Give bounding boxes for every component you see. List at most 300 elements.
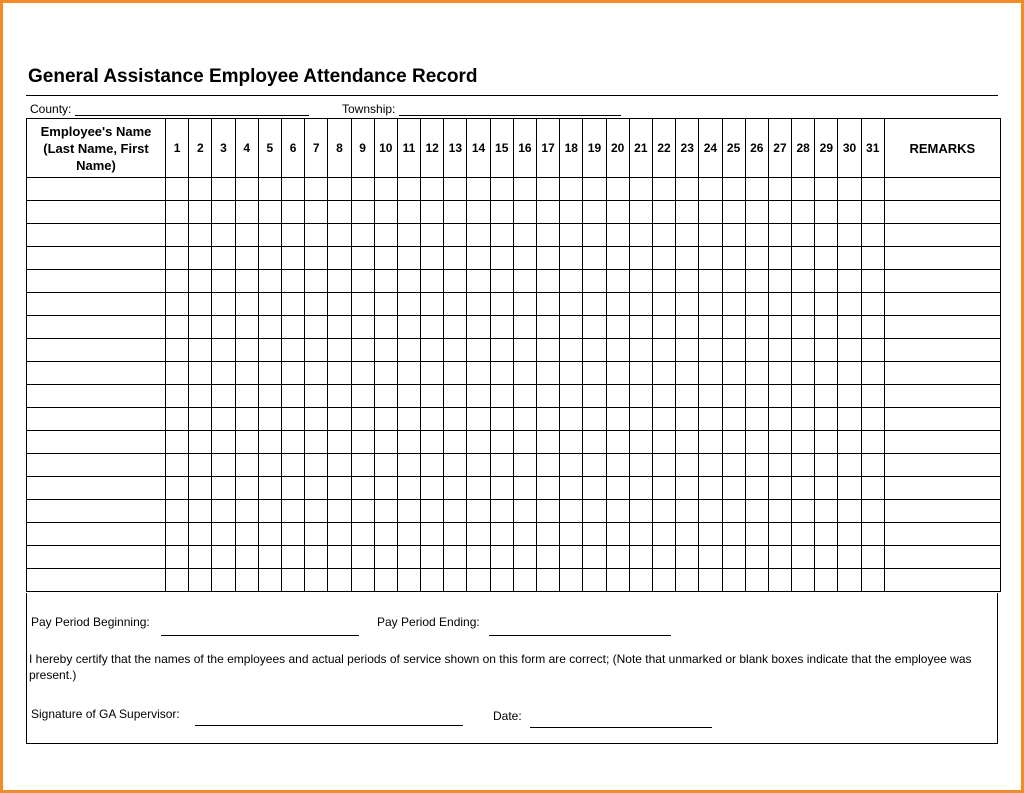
day-cell[interactable] xyxy=(699,224,722,247)
day-cell[interactable] xyxy=(281,339,304,362)
remarks-cell[interactable] xyxy=(884,293,1000,316)
day-cell[interactable] xyxy=(722,316,745,339)
day-cell[interactable] xyxy=(490,500,513,523)
day-cell[interactable] xyxy=(606,477,629,500)
day-cell[interactable] xyxy=(861,523,884,546)
day-cell[interactable] xyxy=(444,316,467,339)
day-cell[interactable] xyxy=(652,385,675,408)
day-cell[interactable] xyxy=(722,477,745,500)
day-cell[interactable] xyxy=(676,408,699,431)
day-cell[interactable] xyxy=(444,477,467,500)
day-cell[interactable] xyxy=(444,546,467,569)
day-cell[interactable] xyxy=(583,477,606,500)
day-cell[interactable] xyxy=(490,224,513,247)
day-cell[interactable] xyxy=(258,477,281,500)
day-cell[interactable] xyxy=(467,500,490,523)
day-cell[interactable] xyxy=(606,178,629,201)
day-cell[interactable] xyxy=(305,178,328,201)
day-cell[interactable] xyxy=(537,385,560,408)
day-cell[interactable] xyxy=(467,362,490,385)
day-cell[interactable] xyxy=(537,408,560,431)
day-cell[interactable] xyxy=(166,270,189,293)
day-cell[interactable] xyxy=(792,178,815,201)
employee-name-cell[interactable] xyxy=(27,477,166,500)
day-cell[interactable] xyxy=(583,454,606,477)
day-cell[interactable] xyxy=(421,178,444,201)
day-cell[interactable] xyxy=(583,500,606,523)
day-cell[interactable] xyxy=(235,316,258,339)
day-cell[interactable] xyxy=(166,546,189,569)
day-cell[interactable] xyxy=(305,408,328,431)
day-cell[interactable] xyxy=(212,431,235,454)
day-cell[interactable] xyxy=(235,339,258,362)
day-cell[interactable] xyxy=(189,316,212,339)
day-cell[interactable] xyxy=(652,362,675,385)
day-cell[interactable] xyxy=(235,293,258,316)
day-cell[interactable] xyxy=(189,454,212,477)
day-cell[interactable] xyxy=(722,454,745,477)
day-cell[interactable] xyxy=(189,408,212,431)
day-cell[interactable] xyxy=(444,178,467,201)
day-cell[interactable] xyxy=(467,339,490,362)
day-cell[interactable] xyxy=(606,316,629,339)
day-cell[interactable] xyxy=(652,224,675,247)
day-cell[interactable] xyxy=(745,546,768,569)
day-cell[interactable] xyxy=(328,477,351,500)
day-cell[interactable] xyxy=(629,454,652,477)
day-cell[interactable] xyxy=(815,293,838,316)
day-cell[interactable] xyxy=(838,224,861,247)
day-cell[interactable] xyxy=(281,178,304,201)
day-cell[interactable] xyxy=(166,454,189,477)
day-cell[interactable] xyxy=(699,247,722,270)
day-cell[interactable] xyxy=(699,362,722,385)
day-cell[interactable] xyxy=(212,477,235,500)
day-cell[interactable] xyxy=(374,316,397,339)
day-cell[interactable] xyxy=(490,362,513,385)
day-cell[interactable] xyxy=(467,293,490,316)
day-cell[interactable] xyxy=(629,224,652,247)
day-cell[interactable] xyxy=(467,431,490,454)
day-cell[interactable] xyxy=(606,270,629,293)
day-cell[interactable] xyxy=(490,178,513,201)
day-cell[interactable] xyxy=(537,178,560,201)
day-cell[interactable] xyxy=(838,270,861,293)
day-cell[interactable] xyxy=(305,270,328,293)
day-cell[interactable] xyxy=(745,385,768,408)
day-cell[interactable] xyxy=(351,431,374,454)
day-cell[interactable] xyxy=(792,270,815,293)
day-cell[interactable] xyxy=(281,224,304,247)
day-cell[interactable] xyxy=(560,454,583,477)
day-cell[interactable] xyxy=(537,224,560,247)
day-cell[interactable] xyxy=(189,247,212,270)
day-cell[interactable] xyxy=(212,201,235,224)
date-input[interactable] xyxy=(530,727,712,728)
day-cell[interactable] xyxy=(676,224,699,247)
day-cell[interactable] xyxy=(351,523,374,546)
day-cell[interactable] xyxy=(281,385,304,408)
day-cell[interactable] xyxy=(444,408,467,431)
day-cell[interactable] xyxy=(583,316,606,339)
day-cell[interactable] xyxy=(212,316,235,339)
day-cell[interactable] xyxy=(490,523,513,546)
remarks-cell[interactable] xyxy=(884,569,1000,592)
day-cell[interactable] xyxy=(861,270,884,293)
day-cell[interactable] xyxy=(374,339,397,362)
day-cell[interactable] xyxy=(513,293,536,316)
day-cell[interactable] xyxy=(212,523,235,546)
day-cell[interactable] xyxy=(792,454,815,477)
day-cell[interactable] xyxy=(861,201,884,224)
day-cell[interactable] xyxy=(166,431,189,454)
day-cell[interactable] xyxy=(467,385,490,408)
day-cell[interactable] xyxy=(792,408,815,431)
day-cell[interactable] xyxy=(699,178,722,201)
employee-name-cell[interactable] xyxy=(27,224,166,247)
day-cell[interactable] xyxy=(722,500,745,523)
day-cell[interactable] xyxy=(652,339,675,362)
day-cell[interactable] xyxy=(212,247,235,270)
day-cell[interactable] xyxy=(397,431,420,454)
day-cell[interactable] xyxy=(467,454,490,477)
day-cell[interactable] xyxy=(305,293,328,316)
day-cell[interactable] xyxy=(699,454,722,477)
day-cell[interactable] xyxy=(328,224,351,247)
day-cell[interactable] xyxy=(351,385,374,408)
day-cell[interactable] xyxy=(166,201,189,224)
day-cell[interactable] xyxy=(212,385,235,408)
day-cell[interactable] xyxy=(490,454,513,477)
remarks-cell[interactable] xyxy=(884,408,1000,431)
day-cell[interactable] xyxy=(629,500,652,523)
remarks-cell[interactable] xyxy=(884,224,1000,247)
employee-name-cell[interactable] xyxy=(27,385,166,408)
employee-name-cell[interactable] xyxy=(27,293,166,316)
day-cell[interactable] xyxy=(652,523,675,546)
day-cell[interactable] xyxy=(258,293,281,316)
day-cell[interactable] xyxy=(699,431,722,454)
day-cell[interactable] xyxy=(189,270,212,293)
day-cell[interactable] xyxy=(699,270,722,293)
day-cell[interactable] xyxy=(235,454,258,477)
day-cell[interactable] xyxy=(768,385,791,408)
day-cell[interactable] xyxy=(351,362,374,385)
day-cell[interactable] xyxy=(166,500,189,523)
day-cell[interactable] xyxy=(397,247,420,270)
day-cell[interactable] xyxy=(560,523,583,546)
day-cell[interactable] xyxy=(189,523,212,546)
day-cell[interactable] xyxy=(606,339,629,362)
employee-name-cell[interactable] xyxy=(27,523,166,546)
day-cell[interactable] xyxy=(792,546,815,569)
day-cell[interactable] xyxy=(838,201,861,224)
day-cell[interactable] xyxy=(861,546,884,569)
day-cell[interactable] xyxy=(421,316,444,339)
day-cell[interactable] xyxy=(467,178,490,201)
day-cell[interactable] xyxy=(421,270,444,293)
day-cell[interactable] xyxy=(583,270,606,293)
day-cell[interactable] xyxy=(166,569,189,592)
day-cell[interactable] xyxy=(212,500,235,523)
day-cell[interactable] xyxy=(235,270,258,293)
day-cell[interactable] xyxy=(676,270,699,293)
day-cell[interactable] xyxy=(235,431,258,454)
day-cell[interactable] xyxy=(838,569,861,592)
day-cell[interactable] xyxy=(537,477,560,500)
day-cell[interactable] xyxy=(745,293,768,316)
day-cell[interactable] xyxy=(258,270,281,293)
day-cell[interactable] xyxy=(768,270,791,293)
day-cell[interactable] xyxy=(374,431,397,454)
day-cell[interactable] xyxy=(768,362,791,385)
day-cell[interactable] xyxy=(189,569,212,592)
day-cell[interactable] xyxy=(212,339,235,362)
day-cell[interactable] xyxy=(583,431,606,454)
day-cell[interactable] xyxy=(699,316,722,339)
day-cell[interactable] xyxy=(722,523,745,546)
day-cell[interactable] xyxy=(328,270,351,293)
day-cell[interactable] xyxy=(606,385,629,408)
day-cell[interactable] xyxy=(583,546,606,569)
day-cell[interactable] xyxy=(235,523,258,546)
day-cell[interactable] xyxy=(722,431,745,454)
day-cell[interactable] xyxy=(768,293,791,316)
employee-name-cell[interactable] xyxy=(27,569,166,592)
day-cell[interactable] xyxy=(722,293,745,316)
pay-period-ending-input[interactable] xyxy=(489,635,671,636)
day-cell[interactable] xyxy=(652,569,675,592)
day-cell[interactable] xyxy=(629,362,652,385)
day-cell[interactable] xyxy=(792,201,815,224)
day-cell[interactable] xyxy=(676,293,699,316)
day-cell[interactable] xyxy=(676,431,699,454)
day-cell[interactable] xyxy=(629,316,652,339)
day-cell[interactable] xyxy=(212,569,235,592)
day-cell[interactable] xyxy=(652,454,675,477)
remarks-cell[interactable] xyxy=(884,316,1000,339)
day-cell[interactable] xyxy=(537,431,560,454)
day-cell[interactable] xyxy=(351,546,374,569)
employee-name-cell[interactable] xyxy=(27,500,166,523)
day-cell[interactable] xyxy=(768,546,791,569)
day-cell[interactable] xyxy=(235,408,258,431)
day-cell[interactable] xyxy=(815,385,838,408)
day-cell[interactable] xyxy=(328,385,351,408)
day-cell[interactable] xyxy=(676,178,699,201)
day-cell[interactable] xyxy=(305,523,328,546)
day-cell[interactable] xyxy=(281,431,304,454)
day-cell[interactable] xyxy=(467,569,490,592)
day-cell[interactable] xyxy=(513,477,536,500)
day-cell[interactable] xyxy=(629,201,652,224)
day-cell[interactable] xyxy=(583,293,606,316)
day-cell[interactable] xyxy=(606,546,629,569)
day-cell[interactable] xyxy=(652,316,675,339)
day-cell[interactable] xyxy=(583,408,606,431)
day-cell[interactable] xyxy=(560,500,583,523)
day-cell[interactable] xyxy=(838,178,861,201)
day-cell[interactable] xyxy=(235,477,258,500)
day-cell[interactable] xyxy=(421,500,444,523)
day-cell[interactable] xyxy=(815,247,838,270)
day-cell[interactable] xyxy=(374,201,397,224)
day-cell[interactable] xyxy=(374,569,397,592)
day-cell[interactable] xyxy=(560,293,583,316)
day-cell[interactable] xyxy=(513,316,536,339)
day-cell[interactable] xyxy=(235,385,258,408)
day-cell[interactable] xyxy=(513,569,536,592)
day-cell[interactable] xyxy=(815,569,838,592)
day-cell[interactable] xyxy=(745,247,768,270)
pay-period-beginning-input[interactable] xyxy=(161,635,359,636)
day-cell[interactable] xyxy=(583,178,606,201)
day-cell[interactable] xyxy=(467,224,490,247)
day-cell[interactable] xyxy=(722,270,745,293)
day-cell[interactable] xyxy=(421,385,444,408)
day-cell[interactable] xyxy=(676,569,699,592)
day-cell[interactable] xyxy=(397,454,420,477)
day-cell[interactable] xyxy=(328,201,351,224)
day-cell[interactable] xyxy=(861,408,884,431)
day-cell[interactable] xyxy=(838,316,861,339)
day-cell[interactable] xyxy=(328,569,351,592)
day-cell[interactable] xyxy=(397,270,420,293)
day-cell[interactable] xyxy=(745,477,768,500)
day-cell[interactable] xyxy=(397,546,420,569)
day-cell[interactable] xyxy=(537,270,560,293)
day-cell[interactable] xyxy=(606,569,629,592)
day-cell[interactable] xyxy=(421,224,444,247)
day-cell[interactable] xyxy=(305,546,328,569)
day-cell[interactable] xyxy=(351,293,374,316)
day-cell[interactable] xyxy=(444,431,467,454)
day-cell[interactable] xyxy=(606,431,629,454)
day-cell[interactable] xyxy=(444,247,467,270)
day-cell[interactable] xyxy=(513,270,536,293)
remarks-cell[interactable] xyxy=(884,500,1000,523)
day-cell[interactable] xyxy=(676,362,699,385)
day-cell[interactable] xyxy=(490,385,513,408)
day-cell[interactable] xyxy=(537,500,560,523)
day-cell[interactable] xyxy=(629,431,652,454)
day-cell[interactable] xyxy=(838,408,861,431)
day-cell[interactable] xyxy=(652,477,675,500)
day-cell[interactable] xyxy=(838,247,861,270)
day-cell[interactable] xyxy=(421,546,444,569)
day-cell[interactable] xyxy=(792,224,815,247)
day-cell[interactable] xyxy=(351,224,374,247)
remarks-cell[interactable] xyxy=(884,431,1000,454)
employee-name-cell[interactable] xyxy=(27,454,166,477)
day-cell[interactable] xyxy=(560,270,583,293)
day-cell[interactable] xyxy=(305,454,328,477)
day-cell[interactable] xyxy=(722,178,745,201)
day-cell[interactable] xyxy=(212,362,235,385)
day-cell[interactable] xyxy=(815,201,838,224)
day-cell[interactable] xyxy=(212,546,235,569)
day-cell[interactable] xyxy=(815,270,838,293)
day-cell[interactable] xyxy=(421,454,444,477)
day-cell[interactable] xyxy=(861,454,884,477)
day-cell[interactable] xyxy=(768,523,791,546)
remarks-cell[interactable] xyxy=(884,454,1000,477)
day-cell[interactable] xyxy=(768,247,791,270)
day-cell[interactable] xyxy=(513,224,536,247)
day-cell[interactable] xyxy=(861,316,884,339)
day-cell[interactable] xyxy=(583,339,606,362)
day-cell[interactable] xyxy=(258,178,281,201)
day-cell[interactable] xyxy=(328,523,351,546)
day-cell[interactable] xyxy=(258,431,281,454)
day-cell[interactable] xyxy=(537,293,560,316)
day-cell[interactable] xyxy=(212,224,235,247)
day-cell[interactable] xyxy=(745,201,768,224)
day-cell[interactable] xyxy=(537,247,560,270)
day-cell[interactable] xyxy=(189,201,212,224)
day-cell[interactable] xyxy=(258,569,281,592)
day-cell[interactable] xyxy=(328,546,351,569)
day-cell[interactable] xyxy=(560,224,583,247)
day-cell[interactable] xyxy=(745,270,768,293)
day-cell[interactable] xyxy=(513,201,536,224)
day-cell[interactable] xyxy=(397,293,420,316)
day-cell[interactable] xyxy=(281,569,304,592)
day-cell[interactable] xyxy=(235,224,258,247)
day-cell[interactable] xyxy=(792,247,815,270)
day-cell[interactable] xyxy=(189,477,212,500)
day-cell[interactable] xyxy=(467,546,490,569)
day-cell[interactable] xyxy=(699,500,722,523)
day-cell[interactable] xyxy=(792,431,815,454)
day-cell[interactable] xyxy=(560,316,583,339)
day-cell[interactable] xyxy=(768,454,791,477)
day-cell[interactable] xyxy=(258,385,281,408)
day-cell[interactable] xyxy=(815,477,838,500)
day-cell[interactable] xyxy=(745,500,768,523)
day-cell[interactable] xyxy=(745,339,768,362)
day-cell[interactable] xyxy=(305,339,328,362)
day-cell[interactable] xyxy=(513,339,536,362)
day-cell[interactable] xyxy=(397,339,420,362)
day-cell[interactable] xyxy=(513,362,536,385)
day-cell[interactable] xyxy=(421,431,444,454)
day-cell[interactable] xyxy=(699,408,722,431)
day-cell[interactable] xyxy=(189,293,212,316)
day-cell[interactable] xyxy=(189,546,212,569)
day-cell[interactable] xyxy=(676,385,699,408)
day-cell[interactable] xyxy=(305,385,328,408)
day-cell[interactable] xyxy=(189,500,212,523)
day-cell[interactable] xyxy=(606,224,629,247)
day-cell[interactable] xyxy=(560,546,583,569)
day-cell[interactable] xyxy=(281,523,304,546)
day-cell[interactable] xyxy=(374,385,397,408)
day-cell[interactable] xyxy=(166,362,189,385)
day-cell[interactable] xyxy=(537,316,560,339)
day-cell[interactable] xyxy=(560,178,583,201)
remarks-cell[interactable] xyxy=(884,385,1000,408)
day-cell[interactable] xyxy=(189,431,212,454)
day-cell[interactable] xyxy=(351,316,374,339)
day-cell[interactable] xyxy=(166,339,189,362)
day-cell[interactable] xyxy=(560,339,583,362)
signature-input[interactable] xyxy=(195,725,463,726)
day-cell[interactable] xyxy=(467,201,490,224)
remarks-cell[interactable] xyxy=(884,546,1000,569)
day-cell[interactable] xyxy=(397,362,420,385)
day-cell[interactable] xyxy=(560,431,583,454)
